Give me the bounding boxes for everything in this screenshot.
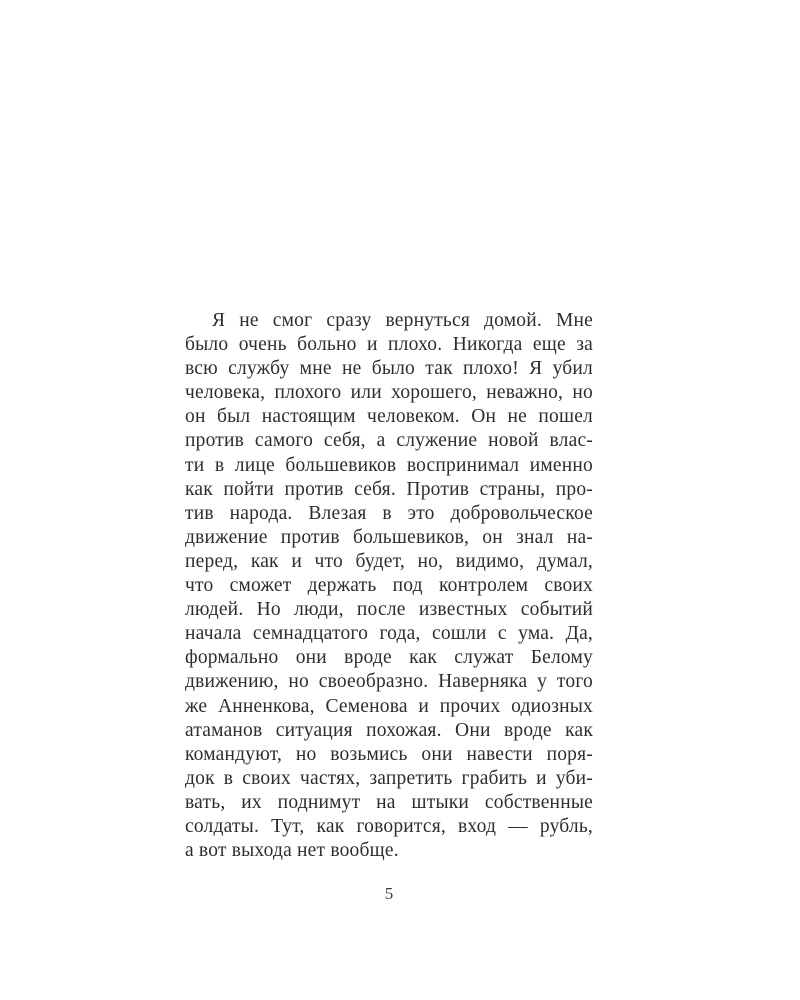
paragraph-line: командуют, но возьмись они навести поря- — [185, 743, 593, 765]
paragraph-line: Я не смог сразу вернуться домой. Мне — [212, 310, 593, 331]
paragraph-line: а вот выхода нет вообще. — [185, 840, 399, 862]
paragraph-line: он был настоящим человеком. Он не пошел — [185, 406, 593, 428]
paragraph-text-block — [185, 309, 593, 863]
page-number: 5 — [384, 884, 394, 903]
paragraph-line: было очень больно и плохо. Никогда еще за — [185, 334, 593, 356]
paragraph-line: человека, плохого или хорошего, неважно, но — [185, 382, 593, 404]
paragraph-line: начала семнадцатого года, сошли с ума. Да, — [185, 623, 593, 645]
paragraph-line: всю службу мне не было так плохо! Я убил — [185, 358, 593, 380]
paragraph-line: против самого себя, а служение новой влас- — [185, 430, 593, 452]
paragraph-line: ти в лице большевиков воспринимал именно — [185, 454, 593, 476]
paragraph-line: движение против большевиков, он знал на- — [185, 526, 593, 548]
paragraph-line: солдаты. Тут, как говорится, вход — рубль, — [185, 815, 593, 837]
paragraph-line: как пойти против себя. Против страны, про- — [185, 478, 593, 500]
paragraph-line: тив народа. Влезая в это добровольческое — [185, 502, 593, 524]
paragraph-line: же Анненкова, Семенова и прочих одиозных — [185, 695, 593, 717]
paragraph-line: атаманов ситуация похожая. Они вроде как — [185, 719, 593, 741]
paragraph-line: вать, их поднимут на штыки собственные — [185, 791, 593, 813]
paragraph-line: движению, но своеобразно. Наверняка у того — [185, 671, 593, 693]
paragraph-line: док в своих частях, запретить грабить и уби- — [185, 767, 593, 789]
paragraph-line: людей. Но люди, после известных событий — [185, 599, 593, 621]
paragraph-line: формально они вроде как служат Белому — [185, 647, 593, 669]
paragraph-line: что сможет держать под контролем своих — [185, 575, 593, 597]
paragraph-line: перед, как и что будет, но, видимо, думал, — [185, 550, 593, 572]
